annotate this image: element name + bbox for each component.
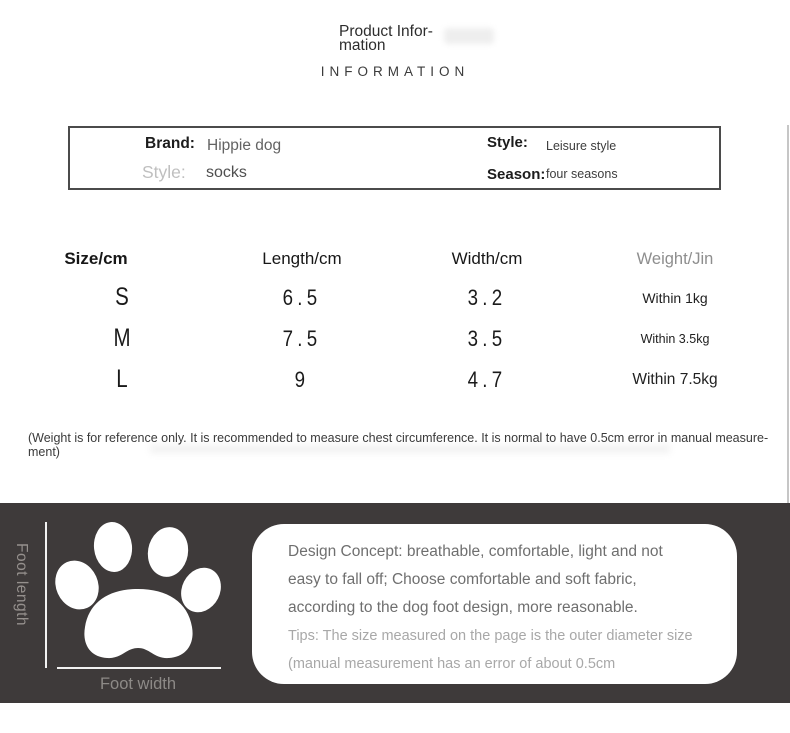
foot-measure-section <box>0 503 790 703</box>
cell-weight: Within 7.5kg <box>632 370 718 388</box>
brand-value: Hippie dog <box>207 137 282 154</box>
header-width: Width/cm <box>451 249 523 268</box>
cell-size: M <box>113 324 131 352</box>
tips-text: Tips: The size measured on the page is the outer diameter size (manual measurement has an error of about 0.5cm <box>288 628 693 672</box>
brand-label: Brand: <box>145 135 195 152</box>
foot-length-axis-line <box>45 522 47 668</box>
style-label: Style: <box>142 162 186 182</box>
header-size: Size/cm <box>64 249 128 268</box>
style-category-label: Style: <box>487 134 528 151</box>
cell-weight: Within 3.5kg <box>640 331 710 346</box>
header-weight: Weight/Jin <box>636 249 714 268</box>
size-table-header-row <box>0 241 790 277</box>
season-label: Season: <box>487 166 546 183</box>
style-category-value: Leisure style <box>546 139 617 153</box>
cell-size: L <box>116 365 128 393</box>
design-concept-text: Design Concept: breathable, comfortable, light and not easy to fall off; Choose comfortable and soft fabric, according to the dog foot design, more reasonable. <box>288 543 663 616</box>
foot-length-label: Foot length <box>13 543 30 627</box>
cell-length: 7.5 <box>282 325 322 351</box>
page-title-line2: mation <box>339 37 386 54</box>
page-title <box>339 25 451 53</box>
cell-width: 3.5 <box>467 325 507 351</box>
cell-size: S <box>115 283 129 311</box>
measurement-note: (Weight is for reference only. It is recommended to measure chest circumference. It is normal to have 0.5cm error in manual measure-ment) <box>28 431 769 459</box>
table-row-l <box>0 359 790 400</box>
cell-length: 9 <box>294 366 310 392</box>
cell-length: 6.5 <box>282 284 322 310</box>
paw-print-icon <box>55 505 225 675</box>
cell-width: 4.7 <box>467 366 507 392</box>
product-attributes-box <box>68 126 721 190</box>
page-subtitle: INFORMATION <box>320 64 470 79</box>
page-edge-line <box>787 125 789 503</box>
foot-width-axis-line <box>57 667 221 669</box>
table-row-m <box>0 318 790 359</box>
artifact-smudge <box>444 28 494 44</box>
header-length: Length/cm <box>262 249 342 268</box>
style-value: socks <box>206 164 247 181</box>
season-value: four seasons <box>546 167 618 181</box>
size-table <box>0 241 790 400</box>
page-title-line1: Product Infor- <box>339 23 433 40</box>
table-row-s <box>0 277 790 318</box>
foot-width-label: Foot width <box>99 675 177 693</box>
design-concept-bubble <box>252 524 737 684</box>
cell-weight: Within 1kg <box>642 289 708 306</box>
cell-width: 3.2 <box>467 284 507 310</box>
